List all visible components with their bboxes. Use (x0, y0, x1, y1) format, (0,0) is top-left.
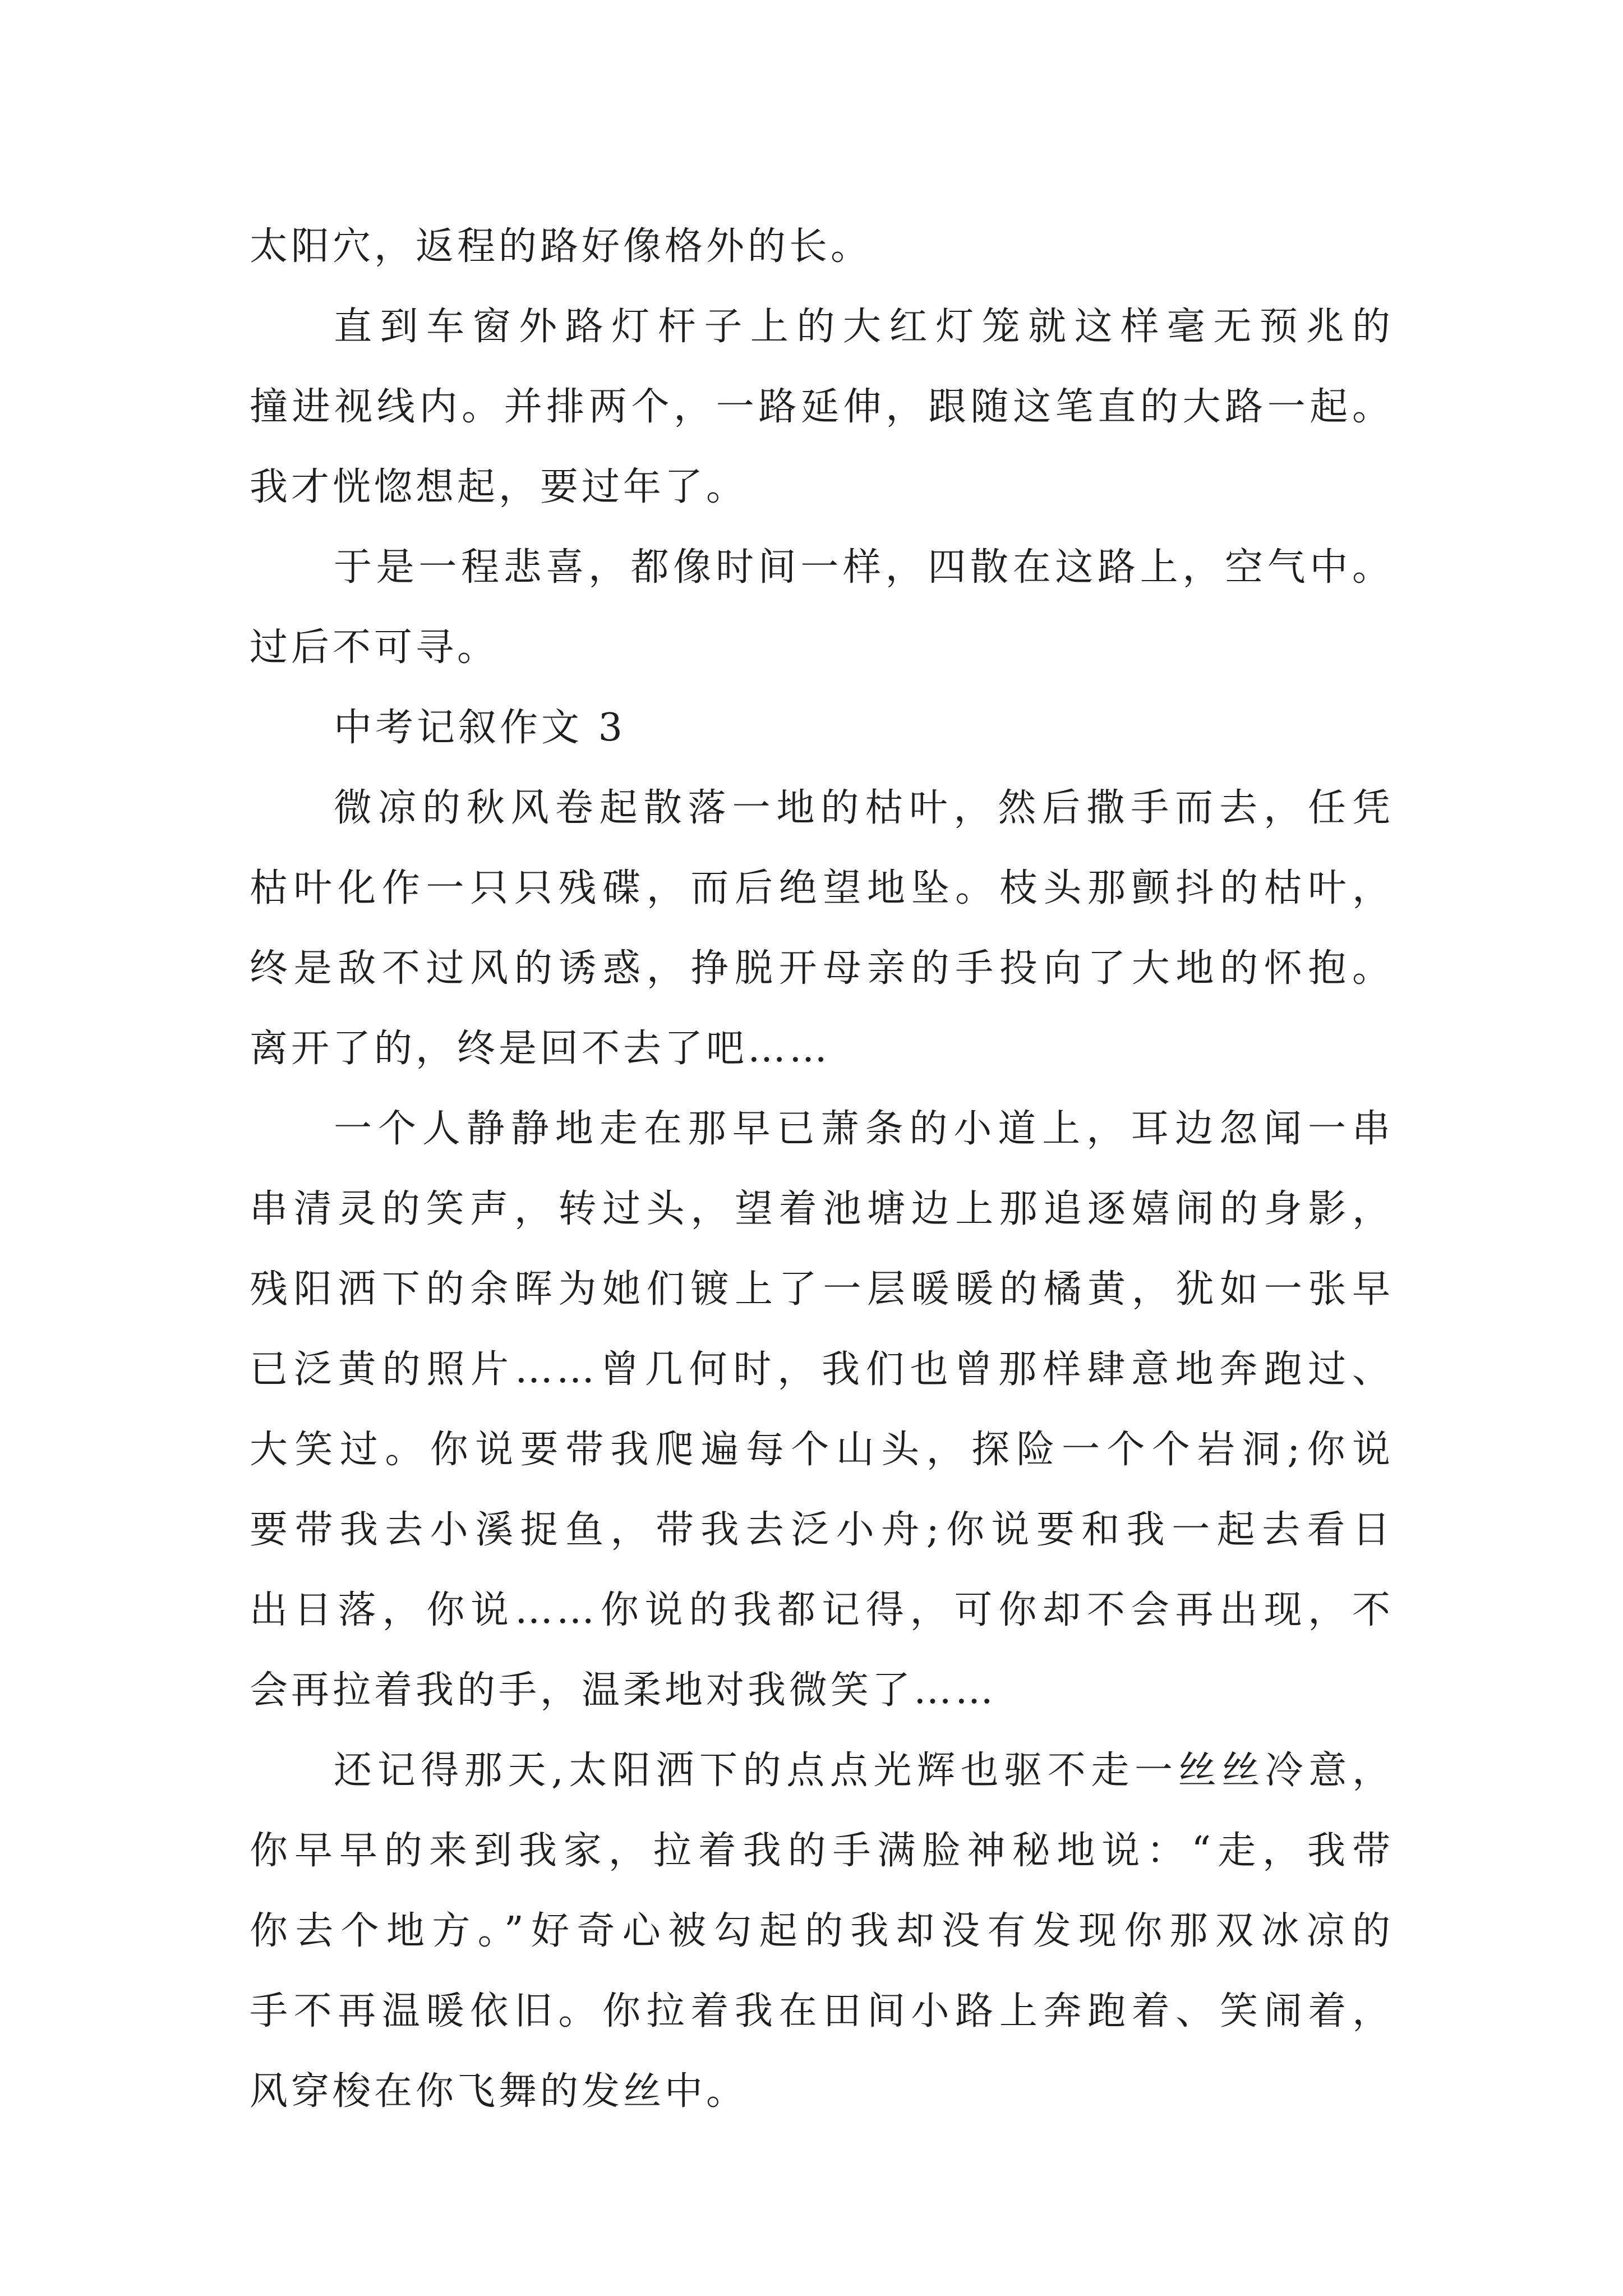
text-line: 一个人静静地走在那早已萧条的小道上，耳边忽闻一串 (334, 1107, 1394, 1151)
text-line: 残阳洒下的余晖为她们镀上了一层暖暖的橘黄，犹如一张早 (250, 1267, 1394, 1312)
text-line: 风穿梭在你飞舞的发丝中。 (250, 2069, 748, 2114)
text-line: 已泛黄的照片……曾几何时，我们也曾那样肆意地奔跑过、 (250, 1347, 1394, 1392)
text-line: 撞进视线内。并排两个，一路延伸，跟随这笔直的大路一起。 (250, 385, 1394, 429)
text-line: 离开了的，终是回不去了吧…… (250, 1027, 831, 1071)
section-heading: 中考记叙作文 3 (334, 706, 626, 750)
text-line: 你早早的来到我家，拉着我的手满脸神秘地说：“走，我带 (250, 1829, 1394, 1873)
text-line: 还记得那天,太阳洒下的点点光辉也驱不走一丝丝冷意， (334, 1749, 1394, 1793)
text-line: 你去个地方。”好奇心被勾起的我却没有发现你那双冰凉的 (250, 1909, 1394, 1953)
document-body (250, 206, 1394, 2132)
text-line: 太阳穴，返程的路好像格外的长。 (250, 224, 873, 269)
text-line: 会再拉着我的手，温柔地对我微笑了…… (250, 1668, 997, 1713)
text-line: 过后不可寻。 (250, 625, 499, 670)
text-line: 大笑过。你说要带我爬遍每个山头，探险一个个岩洞;你说 (250, 1428, 1394, 1472)
text-line: 微凉的秋风卷起散落一地的枯叶，然后撒手而去，任凭 (334, 786, 1394, 830)
text-line: 我才恍惚想起，要过年了。 (250, 465, 748, 509)
text-line: 出日落，你说……你说的我都记得，可你却不会再出现，不 (250, 1588, 1394, 1632)
text-line: 枯叶化作一只只残碟，而后绝望地坠。枝头那颤抖的枯叶， (250, 866, 1394, 910)
text-line: 串清灵的笑声，转过头，望着池塘边上那追逐嬉闹的身影， (250, 1187, 1394, 1231)
text-line: 直到车窗外路灯杆子上的大红灯笼就这样毫无预兆的 (334, 305, 1394, 349)
text-line: 终是敌不过风的诱惑，挣脱开母亲的手投向了大地的怀抱。 (250, 946, 1394, 991)
text-line: 要带我去小溪捉鱼，带我去泛小舟;你说要和我一起去看日 (250, 1508, 1394, 1552)
text-line: 于是一程悲喜，都像时间一样，四散在这路上，空气中。 (334, 545, 1394, 590)
text-line: 手不再温暖依旧。你拉着我在田间小路上奔跑着、笑闹着， (250, 1989, 1394, 2033)
